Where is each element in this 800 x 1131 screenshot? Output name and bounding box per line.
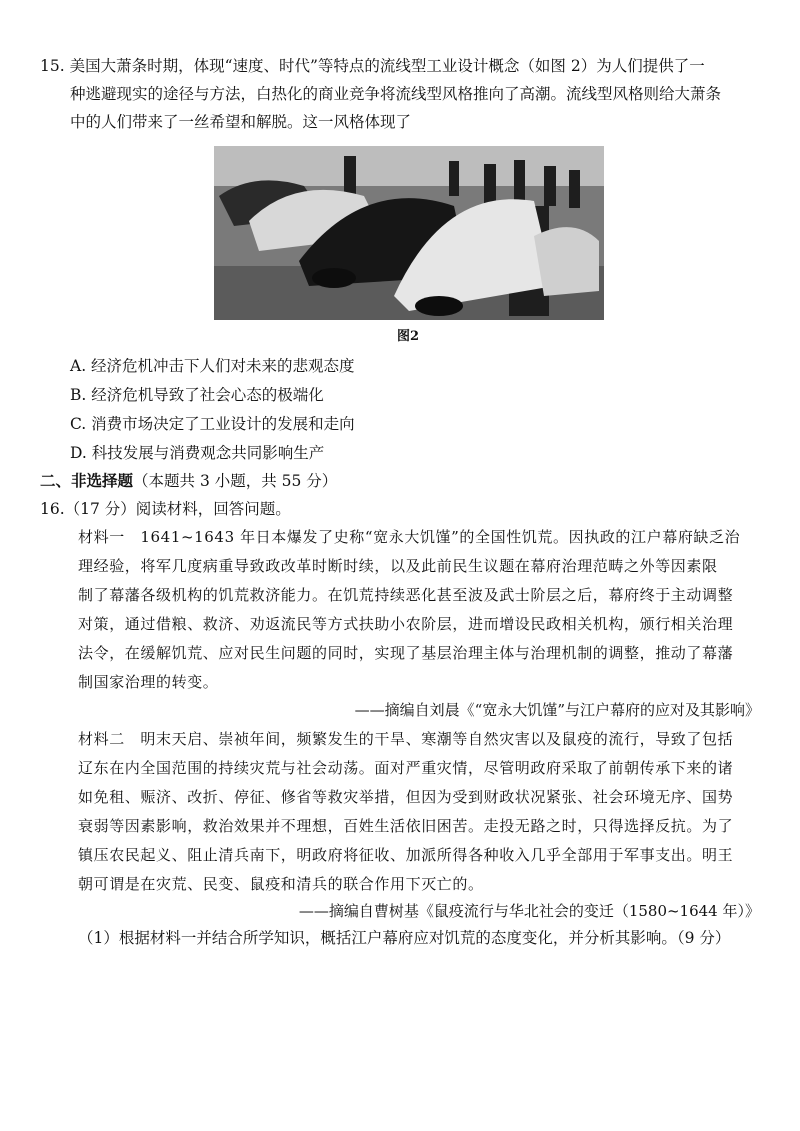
material2-line-5: 镇压农民起义、阻止清兵南下，明政府将征收、加派所得各种收入几乎全部用于军事支出。明王 — [78, 846, 734, 864]
q16-subquestion-1: （1）根据材料一并结合所学知识，概括江户幕府应对饥荒的态度变化，并分析其影响。（9 分） — [78, 929, 731, 947]
material2-line-1: 材料二 明末天启、崇祯年间，频繁发生的干旱、寒潮等自然灾害以及鼠疫的流行，导致了包括 — [78, 730, 734, 748]
material1-line-2: 理经验，将军几度病重导致政改革时断时续，以及此前民生议题在幕府治理范畴之外等因素限 — [78, 557, 718, 575]
q15-option-b: B. 经济危机导致了社会心态的极端化 — [70, 386, 324, 404]
material2-source: ——摘编自曹树基《鼠疫流行与华北社会的变迁（1580~1644 年）》 — [298, 902, 760, 920]
q15-option-c: C. 消费市场决定了工业设计的发展和走向 — [70, 415, 355, 433]
streamlined-cars-photo — [214, 146, 604, 320]
material2-line-4: 衰弱等因素影响，救治效果并不理想，百姓生活依旧困苦。走投无路之时，只得选择反抗。为了 — [78, 817, 734, 835]
section-2-note: （本题共 3 小题，共 55 分） — [133, 472, 338, 490]
q16-header: 16.（17 分）阅读材料，回答问题。 — [40, 500, 291, 518]
material2-line-6: 朝可谓是在灾荒、民变、鼠疫和清兵的联合作用下灭亡的。 — [78, 875, 484, 893]
material1-line-1: 材料一 1641~1643 年日本爆发了史称“宽永大饥馑”的全国性饥荒。因执政的江户幕府缺乏治 — [78, 528, 741, 546]
photo-illustration — [214, 146, 604, 320]
material1-source: ——摘编自刘晨《“宽永大饥馑”与江户幕府的应对及其影响》 — [354, 701, 760, 719]
q15-option-a: A. 经济危机冲击下人们对未来的悲观态度 — [70, 357, 355, 375]
material1-line-4: 对策，通过借粮、救济、劝返流民等方式扶助小农阶层，进而增设民政相关机构，颁行相关治理 — [78, 615, 734, 633]
material2-line-2: 辽东在内全国范围的持续灾荒与社会动荡。面对严重灾情，尽管明政府采取了前朝传承下来的诸 — [78, 759, 734, 777]
material1-line-6: 制国家治理的转变。 — [78, 673, 219, 691]
section-2-title: 二、非选择题 — [40, 471, 134, 490]
q15-line-3: 中的人们带来了一丝希望和解脱。这一风格体现了 — [70, 113, 412, 131]
section-2-heading — [40, 471, 337, 491]
material2-line-3: 如免租、赈济、改折、停征、修省等救灾举措，但因为受到财政状况紧张、社会环境无序、国势 — [78, 788, 734, 806]
figure-caption: 图2 — [397, 329, 420, 344]
q15-option-d: D. 科技发展与消费观念共同影响生产 — [70, 444, 325, 462]
material1-line-3: 制了幕藩各级机构的饥荒救济能力。在饥荒持续恶化甚至波及武士阶层之后，幕府终于主动调整 — [78, 586, 734, 604]
q15-line-2: 种逃避现实的途径与方法，白热化的商业竞争将流线型风格推向了高潮。流线型风格则给大萧条 — [70, 85, 722, 103]
q15-line-1: 15. 美国大萧条时期，体现“速度、时代”等特点的流线型工业设计概念（如图 2）为人们提供了一 — [40, 57, 705, 75]
material1-line-5: 法令，在缓解饥荒、应对民生问题的同时，实现了基层治理主体与治理机制的调整，推动了幕藩 — [78, 644, 734, 662]
